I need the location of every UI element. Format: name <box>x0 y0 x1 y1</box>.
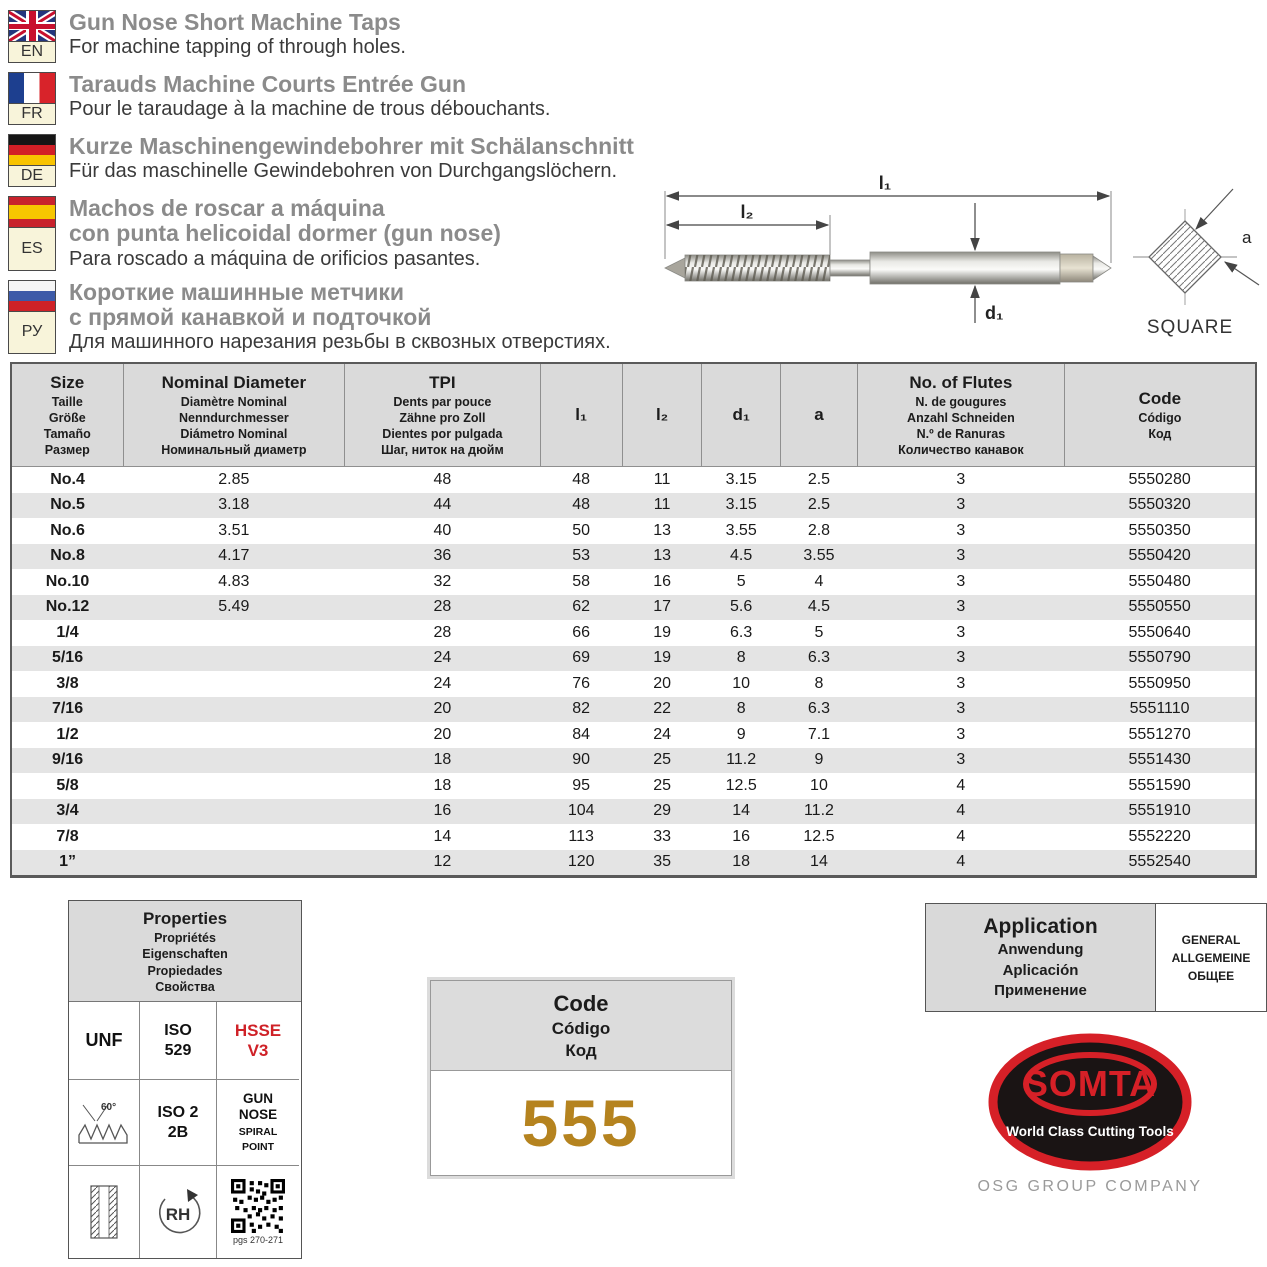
lang-block-es <box>8 196 653 271</box>
lang-text-ru <box>69 280 653 355</box>
table-cell: 3 <box>956 547 966 565</box>
table-cell: 28 <box>433 623 452 641</box>
somta-tagline-text: World Class Cutting Tools <box>1006 1124 1174 1139</box>
table-cell: No.8 <box>50 547 85 565</box>
table-cell: 8 <box>736 700 746 718</box>
table-row <box>11 646 1256 672</box>
table-cell: 2.85 <box>218 470 250 488</box>
table-cell: 66 <box>572 623 591 641</box>
table-cell: No.6 <box>50 521 85 539</box>
table-cell: 5550320 <box>1128 496 1191 514</box>
qr-code-icon <box>231 1179 285 1233</box>
table-cell: 10 <box>732 674 751 692</box>
table-cell: 1/4 <box>56 623 79 641</box>
qr-cell <box>217 1166 299 1258</box>
table-cell: 84 <box>572 725 591 743</box>
subtitle-fr: Pour le taraudage à la machine de trous débouchants. <box>69 98 551 121</box>
table-cell: 35 <box>653 853 671 871</box>
table-cell: 32 <box>433 572 452 590</box>
table-row <box>11 748 1256 774</box>
table-cell: 4 <box>956 776 966 794</box>
table-cell: 4 <box>814 572 824 590</box>
table-cell: 5551430 <box>1128 751 1191 769</box>
title-en: Gun Nose Short Machine Taps <box>69 9 401 35</box>
table-cell: 3.18 <box>218 496 250 514</box>
table-cell: 44 <box>433 496 452 514</box>
table-cell: 5550350 <box>1128 521 1191 539</box>
table-cell: 69 <box>572 649 591 667</box>
table-cell: 13 <box>653 547 671 565</box>
table-cell: 3 <box>956 700 966 718</box>
title-es: Machos de roscar a máquina con punta helicoidal dormer (gun nose) <box>69 195 501 247</box>
lang-block-fr <box>8 72 653 125</box>
table-cell: 14 <box>732 802 751 820</box>
table-cell: 12.5 <box>803 827 835 845</box>
table-cell: No.5 <box>50 496 85 514</box>
table-cell: 5551110 <box>1129 700 1190 718</box>
svg-text:RH: RH <box>165 1205 191 1225</box>
qr-caption: pgs 270-271 <box>232 1235 284 1246</box>
table-cell: 11.2 <box>803 802 834 820</box>
subtitle-en: For machine tapping of through holes. <box>69 36 406 59</box>
column-header-nominal: Nominal Diameter Diamètre Nominal Nenndurchmesser Diámetro Nominal Номинальный диаметр <box>123 363 345 467</box>
thread-profile-cell <box>69 1080 140 1166</box>
table-cell: 5 <box>814 623 824 641</box>
table-cell: 6.3 <box>807 649 831 667</box>
spec-table <box>10 362 1257 878</box>
dim-l1-label: l₁ <box>878 173 892 193</box>
column-header-d1: d₁ <box>702 363 780 467</box>
table-cell: 48 <box>572 470 591 488</box>
table-cell: 40 <box>433 521 452 539</box>
lang-text-de <box>69 134 653 187</box>
iso2-cell: ISO 2 2B <box>140 1080 217 1166</box>
table-cell: 11 <box>653 470 671 488</box>
series-code-value: 555 <box>431 1071 731 1175</box>
table-cell <box>123 620 345 646</box>
table-cell: 5552220 <box>1128 827 1191 845</box>
lang-code-es: ES <box>9 227 55 270</box>
lang-code-ru: РУ <box>9 311 55 354</box>
table-cell: 3.15 <box>725 496 757 514</box>
table-row <box>11 544 1256 570</box>
square-label: SQUARE <box>1146 317 1234 338</box>
table-cell: 16 <box>732 827 751 845</box>
table-cell: 14 <box>433 827 452 845</box>
table-cell: 14 <box>810 853 828 871</box>
lang-code-fr: FR <box>9 103 55 124</box>
flag-spain-icon <box>9 197 55 227</box>
table-cell: 48 <box>572 496 591 514</box>
right-hand-rotation-icon <box>148 1182 208 1242</box>
flag-uk-icon <box>9 11 55 41</box>
application-box <box>925 903 1267 1012</box>
table-row <box>11 493 1256 519</box>
iso529-cell: ISO 529 <box>140 1002 217 1080</box>
through-hole-icon <box>84 1182 124 1242</box>
somta-brand-text: SOMTA <box>1023 1063 1157 1104</box>
lang-code-de: DE <box>9 165 55 186</box>
table-cell: 76 <box>572 674 591 692</box>
table-cell: 3/4 <box>56 802 79 820</box>
table-cell: No.4 <box>50 470 85 488</box>
table-cell: 16 <box>433 802 452 820</box>
table-cell: 4.5 <box>807 598 831 616</box>
table-cell <box>123 722 345 748</box>
table-cell: 90 <box>572 751 591 769</box>
table-cell: 3 <box>956 751 966 769</box>
table-cell: 48 <box>433 470 452 488</box>
table-row <box>11 773 1256 799</box>
table-cell: 33 <box>653 827 671 845</box>
table-cell: 3 <box>956 598 966 616</box>
subtitle-de: Für das maschinelle Gewindebohren von Durchgangslöchern. <box>69 160 618 183</box>
lang-text-en <box>69 10 653 63</box>
table-row <box>11 799 1256 825</box>
table-cell: 3/8 <box>56 674 79 692</box>
table-cell: 28 <box>433 598 452 616</box>
table-cell: 9 <box>736 725 746 743</box>
table-row <box>11 824 1256 850</box>
column-header-size: Size Taille Größe Tamaño Размер <box>11 363 123 467</box>
flag-france-icon <box>9 73 55 103</box>
table-cell: 19 <box>653 649 671 667</box>
table-cell: 2.8 <box>807 521 831 539</box>
title-de: Kurze Maschinengewindebohrer mit Schälanschnitt <box>69 133 634 159</box>
table-cell: 5551910 <box>1128 802 1191 820</box>
table-cell <box>123 799 345 825</box>
column-header-tpi: TPI Dents par pouce Zähne pro Zoll Dientes por pulgada Шаг, ниток на дюйм <box>345 363 540 467</box>
flag-box-de <box>8 134 56 187</box>
table-cell: 95 <box>572 776 591 794</box>
gun-nose-label: GUN NOSE <box>238 1091 278 1123</box>
table-cell: 53 <box>572 547 591 565</box>
table-cell: 5551590 <box>1128 776 1191 794</box>
table-cell: 5550790 <box>1128 649 1191 667</box>
table-cell: 25 <box>653 776 671 794</box>
lang-text-es <box>69 196 653 271</box>
somta-logo <box>985 1032 1195 1174</box>
table-cell <box>123 748 345 774</box>
code-box-header: Code Código Код <box>431 981 731 1071</box>
table-cell: 22 <box>653 700 671 718</box>
table-row <box>11 569 1256 595</box>
table-cell <box>123 697 345 723</box>
table-cell: 7/8 <box>56 827 79 845</box>
table-cell: 7.1 <box>807 725 831 743</box>
table-cell: 20 <box>433 700 452 718</box>
table-cell: 104 <box>567 802 595 820</box>
column-header-code: Code Código Код <box>1064 363 1256 467</box>
table-cell: No.10 <box>45 572 90 590</box>
osg-company-text: OSG GROUP COMPANY <box>977 1178 1203 1195</box>
table-cell: 9/16 <box>51 751 84 769</box>
column-header-flutes: No. of Flutes N. de gougures Anzahl Schneiden N.º de Ranuras Количество канавок <box>858 363 1065 467</box>
table-row <box>11 620 1256 646</box>
table-cell: 113 <box>568 827 594 845</box>
application-general: GENERAL ALLGEMEINE ОБЩЕЕ <box>1156 904 1266 1011</box>
lang-text-fr <box>69 72 653 125</box>
table-cell <box>123 824 345 850</box>
table-cell: 82 <box>572 700 591 718</box>
table-cell: 29 <box>653 802 671 820</box>
table-cell: 3 <box>956 572 966 590</box>
table-cell: 3 <box>956 496 966 514</box>
table-cell: 3 <box>956 521 966 539</box>
table-cell: 4.5 <box>730 547 753 565</box>
table-cell: 4.83 <box>218 572 250 590</box>
table-cell: 1” <box>59 853 76 871</box>
table-cell: 5550550 <box>1128 598 1191 616</box>
gun-nose-cell <box>217 1080 299 1166</box>
table-cell <box>123 646 345 672</box>
table-cell: 24 <box>433 649 452 667</box>
table-row <box>11 518 1256 544</box>
table-cell: 17 <box>653 598 671 616</box>
table-cell: 19 <box>653 623 671 641</box>
table-cell: 4 <box>956 827 966 845</box>
language-headers <box>8 10 653 363</box>
svg-text:60°: 60° <box>101 1101 117 1113</box>
table-cell: 3 <box>956 674 966 692</box>
table-cell: 4 <box>956 802 966 820</box>
table-cell: 5.49 <box>218 598 250 616</box>
dim-d1-label: d₁ <box>985 303 1004 323</box>
application-title: Application Anwendung Aplicación Применение <box>926 904 1156 1011</box>
table-cell: 3 <box>956 623 966 641</box>
thread-profile-icon <box>75 1097 133 1149</box>
table-cell <box>123 850 345 877</box>
table-row <box>11 850 1256 877</box>
flag-germany-icon <box>9 135 55 165</box>
table-cell: 20 <box>653 674 671 692</box>
properties-grid <box>69 1002 301 1258</box>
column-header-a: a <box>780 363 857 467</box>
table-row <box>11 467 1256 493</box>
table-cell: 3 <box>956 725 966 743</box>
table-cell: 6.3 <box>730 623 753 641</box>
table-cell: 36 <box>433 547 452 565</box>
table-cell: 5550480 <box>1128 572 1191 590</box>
table-cell: 62 <box>572 598 591 616</box>
table-cell: 18 <box>433 776 452 794</box>
table-cell: 3 <box>956 470 966 488</box>
table-cell: 3 <box>956 649 966 667</box>
spiral-point-label: SPIRAL POINT <box>238 1125 278 1153</box>
table-cell: No.12 <box>45 598 90 616</box>
rotation-cell <box>140 1166 217 1258</box>
table-cell: 5550280 <box>1128 470 1191 488</box>
table-cell: 24 <box>433 674 452 692</box>
properties-box <box>68 900 302 1259</box>
dim-a-label: a <box>1242 228 1252 247</box>
flag-box-fr <box>8 72 56 125</box>
table-cell: 12.5 <box>725 776 757 794</box>
properties-title: Properties Propriétés Eigenschaften Propiedades Свойства <box>69 901 301 1002</box>
hsse-v3-cell: HSSE V3 <box>217 1002 299 1080</box>
table-cell: 11.2 <box>726 751 757 769</box>
header-row <box>11 363 1256 467</box>
lang-block-ru <box>8 280 653 355</box>
table-row <box>11 671 1256 697</box>
table-cell: 5/8 <box>56 776 79 794</box>
table-cell: 58 <box>572 572 591 590</box>
table-cell: 3.51 <box>218 521 250 539</box>
title-ru: Короткие машинные метчики с прямой канавкой и подточкой <box>69 278 432 330</box>
table-cell: 3.55 <box>725 521 757 539</box>
through-hole-cell <box>69 1166 140 1258</box>
table-cell: 6.3 <box>807 700 831 718</box>
column-header-l1: l₁ <box>540 363 622 467</box>
table-cell: 2.5 <box>807 470 831 488</box>
thread-standard-cell: UNF <box>69 1002 140 1080</box>
table-cell: 18 <box>433 751 452 769</box>
title-fr: Tarauds Machine Courts Entrée Gun <box>69 71 467 97</box>
flag-box-ru <box>8 280 56 355</box>
series-code-box <box>430 980 732 1176</box>
table-cell: 3.15 <box>725 470 757 488</box>
table-cell <box>123 773 345 799</box>
table-cell: 8 <box>814 674 824 692</box>
table-cell: 9 <box>814 751 824 769</box>
table-cell: 25 <box>653 751 671 769</box>
table-cell: 120 <box>567 853 595 871</box>
lang-block-en <box>8 10 653 63</box>
table-row <box>11 722 1256 748</box>
table-cell: 11 <box>653 496 671 514</box>
table-cell: 5550640 <box>1128 623 1191 641</box>
flag-box-es <box>8 196 56 271</box>
table-cell: 4.17 <box>218 547 250 565</box>
subtitle-es: Para roscado a máquina de orificios pasantes. <box>69 247 481 270</box>
table-cell: 5550950 <box>1128 674 1191 692</box>
flag-russia-icon <box>9 281 55 311</box>
table-cell: 4 <box>956 853 966 871</box>
table-cell: 5 <box>736 572 746 590</box>
lang-block-de <box>8 134 653 187</box>
table-cell <box>123 671 345 697</box>
lang-code-en: EN <box>9 41 55 62</box>
table-cell: 8 <box>736 649 746 667</box>
dim-l2-label: l₂ <box>740 202 754 222</box>
table-cell: 16 <box>653 572 671 590</box>
table-cell: 5552540 <box>1128 853 1191 871</box>
table-cell: 24 <box>653 725 671 743</box>
table-cell: 5551270 <box>1128 725 1191 743</box>
subtitle-ru: Для машинного нарезания резьбы в сквозных отверстиях. <box>69 331 611 354</box>
table-cell: 2.5 <box>807 496 831 514</box>
table-cell: 50 <box>572 521 591 539</box>
table-cell: 13 <box>653 521 671 539</box>
table-cell: 5550420 <box>1128 547 1191 565</box>
table-cell: 3.55 <box>803 547 835 565</box>
table-cell: 7/16 <box>51 700 84 718</box>
flag-box-en <box>8 10 56 63</box>
table-cell: 1/2 <box>56 725 79 743</box>
tap-dimension-diagram <box>645 163 1267 341</box>
table-cell: 12 <box>433 853 452 871</box>
column-header-l2: l₂ <box>622 363 702 467</box>
table-row <box>11 697 1256 723</box>
table-cell: 18 <box>732 853 751 871</box>
table-cell: 10 <box>810 776 828 794</box>
table-cell: 5/16 <box>51 649 84 667</box>
table-cell: 20 <box>433 725 452 743</box>
table-row <box>11 595 1256 621</box>
table-cell: 5.6 <box>730 598 753 616</box>
